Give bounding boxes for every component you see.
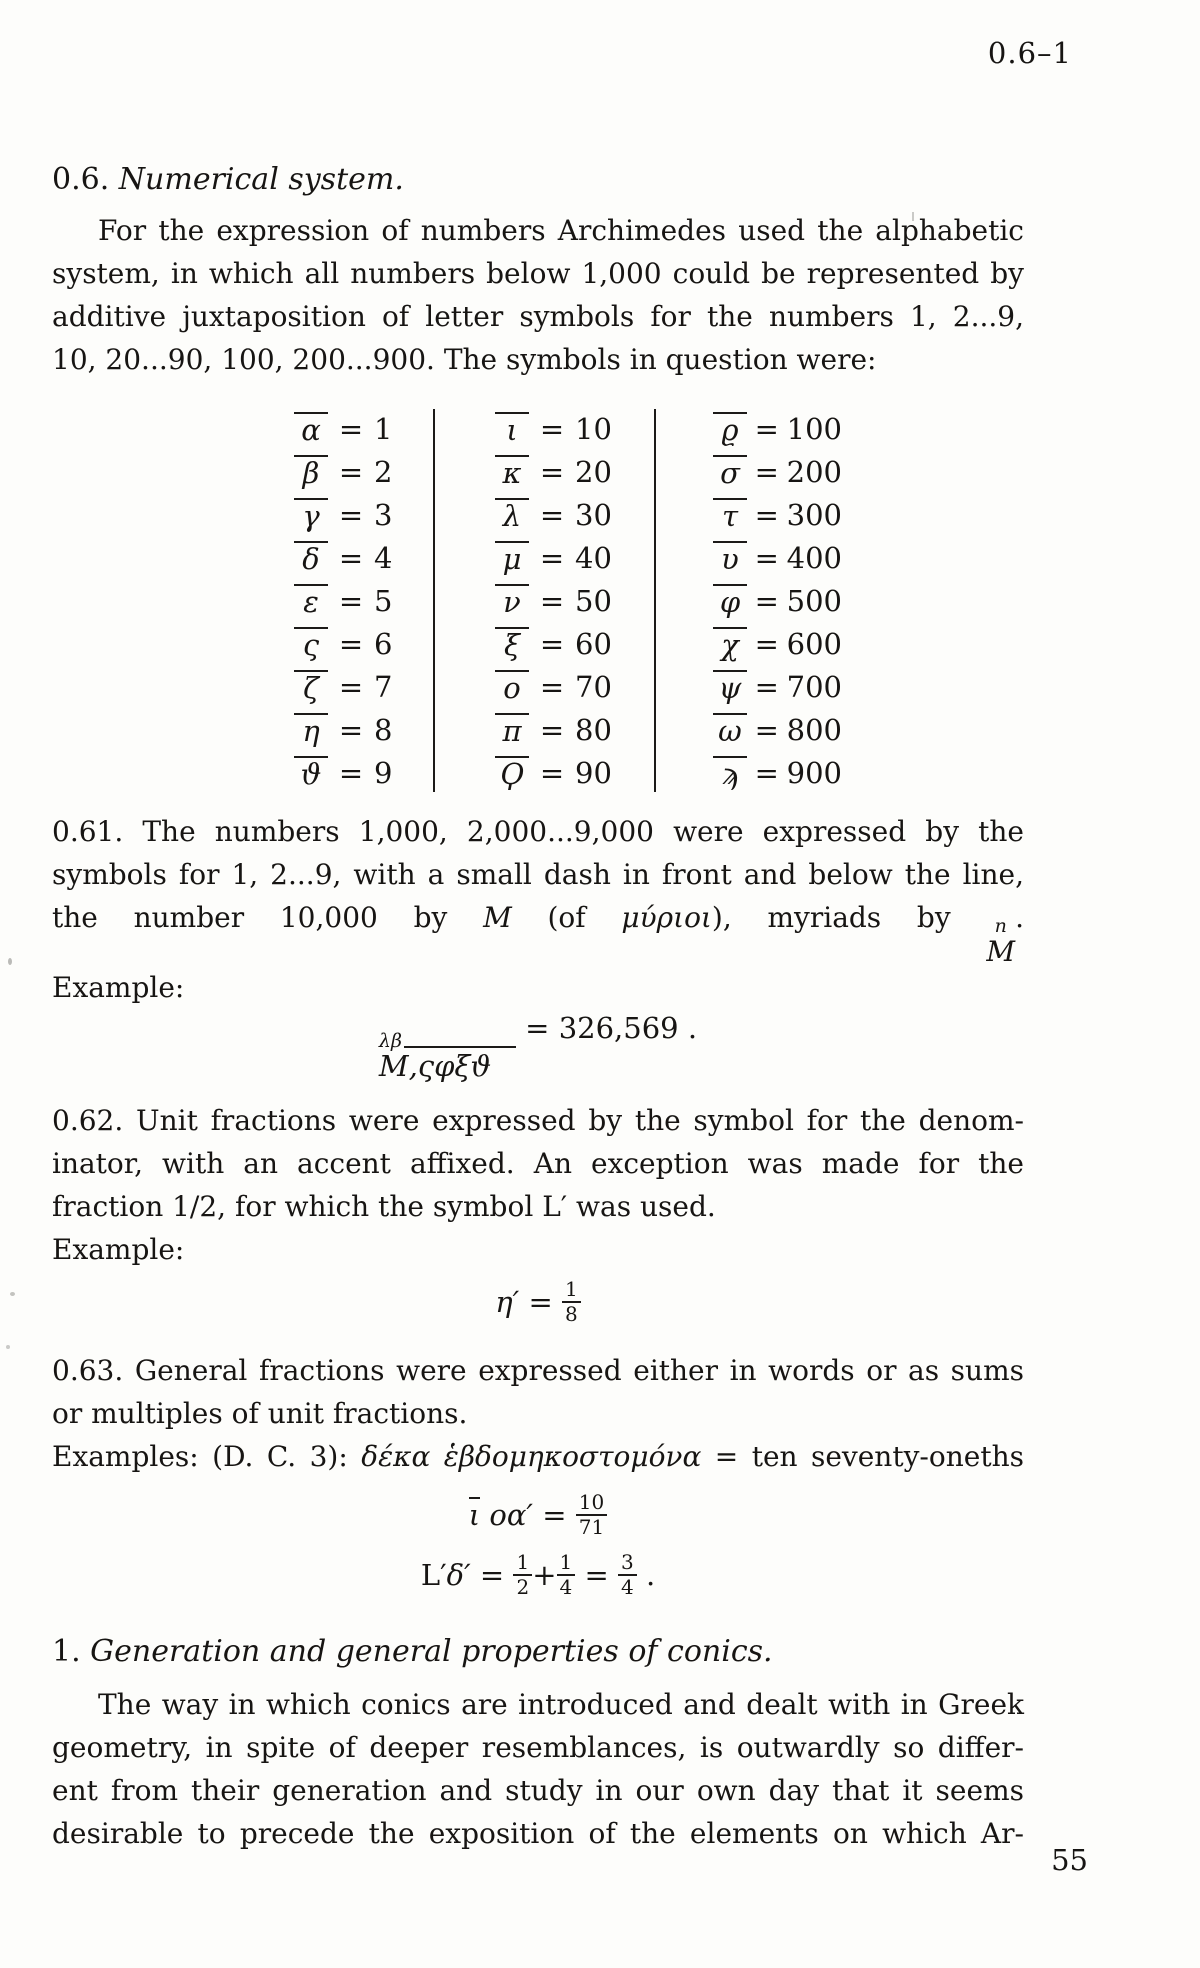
greek-numeral-symbol: λ xyxy=(495,498,529,531)
equals-sign: = xyxy=(754,583,779,618)
table-divider xyxy=(654,409,656,792)
equals-sign: = xyxy=(754,411,779,446)
numeral-value: 300 xyxy=(786,497,842,532)
seg-gr: οα′ xyxy=(489,1498,534,1532)
text-line xyxy=(52,209,1024,252)
equals-sign: = xyxy=(338,540,364,575)
table-cell xyxy=(280,450,433,493)
myriad-digits: ,ςφξϑ xyxy=(408,1049,492,1083)
paragraph-conics xyxy=(52,1683,1024,1855)
fraction-denominator: 4 xyxy=(559,1575,573,1599)
seg-txt: L′ xyxy=(420,1558,447,1592)
text-line xyxy=(52,1099,1024,1142)
seg-txt: = xyxy=(470,1558,514,1592)
text-line xyxy=(52,896,1024,966)
greek-numeral-symbol: χ xyxy=(713,627,747,660)
greek-numeral-symbol: π xyxy=(495,713,529,746)
seg-txt: or multiples of unit fractions. xyxy=(52,1397,468,1430)
seg-txt: geometry, in spite of deeper resemblances, is outwardly so differ- xyxy=(52,1731,1024,1764)
seg-ovgr: ι xyxy=(468,1498,481,1532)
equals-sign: = xyxy=(754,626,779,661)
stack-base: M xyxy=(986,935,1016,968)
seg-gr: η′ xyxy=(495,1285,520,1319)
numeral-value: 7 xyxy=(374,669,393,704)
section-1-heading xyxy=(52,1630,1024,1673)
seg-gr: δέκα ἑβδομηκοστομόνα xyxy=(361,1440,702,1473)
scan-speck xyxy=(6,1345,10,1349)
numeral-value: 90 xyxy=(575,755,612,790)
scan-speck xyxy=(10,1292,15,1296)
seg-txt xyxy=(480,1498,489,1532)
fraction-numerator: 1 xyxy=(513,1552,532,1576)
numeral-value: 5 xyxy=(374,583,393,618)
seg-txt: inator, with an accent affixed. An exception was made for the xyxy=(52,1147,1024,1180)
fraction-denominator: 71 xyxy=(578,1515,605,1539)
table-cell xyxy=(280,536,433,579)
greek-numeral-symbol: β xyxy=(294,455,328,488)
fraction-denominator: 8 xyxy=(564,1302,578,1326)
table-cell xyxy=(655,708,842,751)
table-cell xyxy=(280,407,433,450)
seg-txt: Examples: (D. C. 3): xyxy=(52,1440,362,1473)
equals-sign: = xyxy=(754,497,779,532)
numeral-value: 700 xyxy=(786,669,842,704)
seg-txt: The way in which conics are introduced and dealt with in Greek xyxy=(98,1688,1024,1721)
greek-numeral-symbol: ω xyxy=(713,713,747,746)
seg-stack xyxy=(986,917,1015,966)
numeral-value: 200 xyxy=(786,454,842,489)
fraction-denominator: 4 xyxy=(621,1575,634,1599)
text-line xyxy=(52,1392,1024,1435)
table-cell xyxy=(655,579,842,622)
myriad-superscript-row xyxy=(379,1029,516,1051)
seg-txt: Example: xyxy=(52,1233,185,1266)
greek-numeral-symbol: φ xyxy=(713,584,747,617)
table-cell xyxy=(655,450,842,493)
table-cell xyxy=(433,751,655,794)
paragraph-0-62 xyxy=(52,1099,1024,1271)
section-number: 1. xyxy=(52,1634,81,1669)
seg-txt: symbols for 1, 2...9, with a small dash in front and below the line, xyxy=(52,858,1024,891)
formula-ten-seventy-oneths xyxy=(52,1490,1024,1540)
equals-sign: = xyxy=(338,411,364,446)
table-cell xyxy=(280,708,433,751)
myriad-base xyxy=(378,1049,492,1083)
table-cell xyxy=(433,708,655,751)
table-cell xyxy=(655,536,842,579)
seg-gr: μύριοι xyxy=(621,901,712,934)
greek-numeral-symbol: ς xyxy=(294,627,328,660)
text-line xyxy=(52,1726,1024,1769)
greek-numeral-symbol: ο xyxy=(495,670,529,703)
numeral-value: 3 xyxy=(374,497,393,532)
equals-sign: = xyxy=(338,497,364,532)
greek-numeral-symbol: ν xyxy=(495,584,529,617)
equals-sign: = xyxy=(539,755,565,790)
numeral-value: 40 xyxy=(575,540,612,575)
seg-txt: system, in which all numbers below 1,000 could be represented by xyxy=(52,257,1024,290)
table-grid xyxy=(280,407,842,794)
equals-sign: = xyxy=(539,626,565,661)
text-line xyxy=(52,1769,1024,1812)
table-cell xyxy=(655,665,842,708)
seg-txt: ent from their generation and study in our own day that it seems xyxy=(52,1774,1024,1807)
paragraph-intro xyxy=(52,209,1024,381)
greek-numeral-symbol: ϡ xyxy=(713,756,747,789)
text-line xyxy=(52,295,1024,338)
page-content xyxy=(52,0,1024,1855)
myriad-overline xyxy=(404,1046,516,1048)
seg-txt: Example: xyxy=(52,971,185,1004)
table-cell xyxy=(433,450,655,493)
greek-numeral-symbol: η xyxy=(294,713,328,746)
equals-sign: = xyxy=(754,755,779,790)
table-cell xyxy=(655,407,842,450)
numeral-value: 900 xyxy=(786,755,842,790)
seg-it: M xyxy=(483,901,512,934)
numeral-value: 100 xyxy=(786,411,842,446)
fraction-denominator: 2 xyxy=(516,1575,530,1599)
text-line xyxy=(52,1683,1024,1726)
seg-txt: For the expression of numbers Archimedes used the alphabetic xyxy=(98,214,1024,247)
numeral-value: 50 xyxy=(575,583,612,618)
scan-speck xyxy=(8,958,12,965)
equals-sign: = xyxy=(539,497,565,532)
seg-txt: = 326,569 . xyxy=(515,1011,698,1045)
numeral-value: 80 xyxy=(575,712,612,747)
paragraph-0-61 xyxy=(52,810,1024,1009)
greek-numeral-symbol: υ xyxy=(713,541,747,574)
greek-numeral-symbol: ϱ xyxy=(713,412,747,445)
seg-txt: (of xyxy=(511,901,622,934)
numeral-symbol-table xyxy=(280,407,842,794)
numeral-value: 1 xyxy=(374,411,393,446)
greek-numeral-symbol: μ xyxy=(495,541,529,574)
seg-txt: 0.62. Unit fractions were expressed by the symbol for the denom- xyxy=(52,1104,1024,1137)
equals-sign: = xyxy=(754,669,779,704)
greek-numeral-symbol: Ϙ xyxy=(495,756,529,789)
seg-txt: = ten seventy-oneths xyxy=(701,1440,1024,1473)
seg-txt: = xyxy=(533,1498,576,1532)
equals-sign: = xyxy=(539,669,565,704)
seg-txt: . xyxy=(1015,901,1024,934)
greek-numeral-symbol: ζ xyxy=(294,670,328,703)
equals-sign: = xyxy=(338,755,364,790)
table-cell xyxy=(280,622,433,665)
equals-sign: = xyxy=(338,583,364,618)
text-line xyxy=(52,1435,1024,1478)
greek-numeral-symbol: δ xyxy=(294,541,328,574)
table-cell xyxy=(433,622,655,665)
equals-sign: = xyxy=(539,454,565,489)
text-line xyxy=(52,252,1024,295)
text-line xyxy=(52,1812,1024,1855)
seg-txt: . xyxy=(636,1558,656,1592)
fraction-numerator: 1 xyxy=(562,1279,581,1303)
numeral-value: 6 xyxy=(374,626,393,661)
greek-numeral-symbol: τ xyxy=(713,498,747,531)
table-cell xyxy=(280,493,433,536)
numeral-value: 2 xyxy=(374,454,393,489)
greek-numeral-symbol: ι xyxy=(495,412,529,445)
greek-numeral-symbol: ϑ xyxy=(294,756,328,789)
scan-speck xyxy=(912,212,914,221)
equals-sign: = xyxy=(754,540,779,575)
formula-eta-one-eighth xyxy=(52,1277,1024,1327)
seg-txt: = xyxy=(575,1558,618,1592)
equals-sign: = xyxy=(539,712,565,747)
seg-txt: the number 10,000 by xyxy=(52,901,484,934)
numeral-value: 9 xyxy=(374,755,393,790)
equals-sign: = xyxy=(754,712,779,747)
numeral-value: 10 xyxy=(575,411,612,446)
seg-txt: 10, 20...90, 100, 200...900. The symbols in question were: xyxy=(52,343,877,376)
numeral-value: 8 xyxy=(374,712,393,747)
seg-txt: + xyxy=(532,1558,557,1592)
section-title: Numerical system. xyxy=(118,162,404,197)
table-cell xyxy=(280,751,433,794)
seg-frac xyxy=(618,1552,637,1598)
greek-numeral-symbol: ξ xyxy=(495,627,529,660)
text-line xyxy=(52,1228,1024,1271)
text-line xyxy=(52,1349,1024,1392)
seg-txt: 0.61. The numbers 1,000, 2,000...9,000 were expressed by the xyxy=(52,815,1024,848)
equals-sign: = xyxy=(338,454,364,489)
numeral-value: 60 xyxy=(575,626,612,661)
numeral-value: 400 xyxy=(786,540,842,575)
myriad-superscript: λβ xyxy=(378,1030,402,1052)
seg-frac xyxy=(557,1552,576,1598)
fraction-numerator: 10 xyxy=(576,1492,607,1516)
section-title: Generation and general properties of conics. xyxy=(90,1634,773,1669)
formula-half-plus-quarter xyxy=(52,1550,1024,1600)
seg-txt: = xyxy=(519,1285,562,1319)
seg-frac xyxy=(562,1279,581,1325)
numeral-value: 30 xyxy=(575,497,612,532)
text-line xyxy=(52,338,1024,381)
section-0-6-heading xyxy=(52,158,1024,201)
seg-frac xyxy=(576,1492,607,1538)
table-cell xyxy=(655,493,842,536)
greek-numeral-symbol: γ xyxy=(294,498,328,531)
fraction-numerator: 3 xyxy=(618,1552,637,1576)
equals-sign: = xyxy=(338,712,364,747)
running-head: 0.6–1 xyxy=(987,36,1072,70)
table-divider xyxy=(433,409,435,792)
text-line xyxy=(52,1185,1024,1228)
table-cell xyxy=(433,493,655,536)
greek-numeral-symbol: ψ xyxy=(713,670,747,703)
seg-txt: additive juxtaposition of letter symbols for the numbers 1, 2...9, xyxy=(52,300,1024,333)
numeral-value: 500 xyxy=(786,583,842,618)
seg-txt: ), myriads by xyxy=(711,901,987,934)
text-line xyxy=(52,853,1024,896)
seg-txt: desirable to precede the exposition of the elements on which Ar- xyxy=(52,1817,1024,1850)
seg-txt: fraction 1/2, for which the symbol L′ was used. xyxy=(52,1190,716,1223)
table-cell xyxy=(433,665,655,708)
seg-txt: 0.63. General fractions were expressed either in words or as sums xyxy=(52,1354,1024,1387)
equals-sign: = xyxy=(539,411,565,446)
text-line xyxy=(52,966,1024,1009)
equals-sign: = xyxy=(539,540,565,575)
numeral-value: 600 xyxy=(786,626,842,661)
text-line xyxy=(52,810,1024,853)
seg-myriad xyxy=(379,1029,516,1081)
table-cell xyxy=(433,407,655,450)
page-number: 55 xyxy=(1051,1843,1088,1877)
greek-numeral-symbol: κ xyxy=(495,455,529,488)
numeral-value: 4 xyxy=(374,540,393,575)
text-line xyxy=(52,1142,1024,1185)
equals-sign: = xyxy=(539,583,565,618)
table-cell xyxy=(280,579,433,622)
table-cell xyxy=(433,579,655,622)
numeral-value: 20 xyxy=(575,454,612,489)
equals-sign: = xyxy=(338,669,364,704)
formula-myriad-example xyxy=(52,1013,1024,1081)
seg-gr: δ′ xyxy=(446,1558,471,1592)
table-cell xyxy=(280,665,433,708)
seg-frac xyxy=(513,1552,532,1598)
section-number: 0.6. xyxy=(52,162,110,197)
greek-numeral-symbol: ε xyxy=(294,584,328,617)
equals-sign: = xyxy=(338,626,364,661)
numeral-value: 800 xyxy=(786,712,842,747)
myriad-M: M xyxy=(378,1049,409,1083)
stack-superscript: n xyxy=(994,915,1007,937)
paragraph-0-63 xyxy=(52,1349,1024,1478)
table-cell xyxy=(433,536,655,579)
table-cell xyxy=(655,751,842,794)
numeral-value: 70 xyxy=(575,669,612,704)
table-cell xyxy=(655,622,842,665)
greek-numeral-symbol: α xyxy=(294,412,328,445)
equals-sign: = xyxy=(754,454,779,489)
greek-numeral-symbol: σ xyxy=(713,455,747,488)
fraction-numerator: 1 xyxy=(557,1552,576,1576)
